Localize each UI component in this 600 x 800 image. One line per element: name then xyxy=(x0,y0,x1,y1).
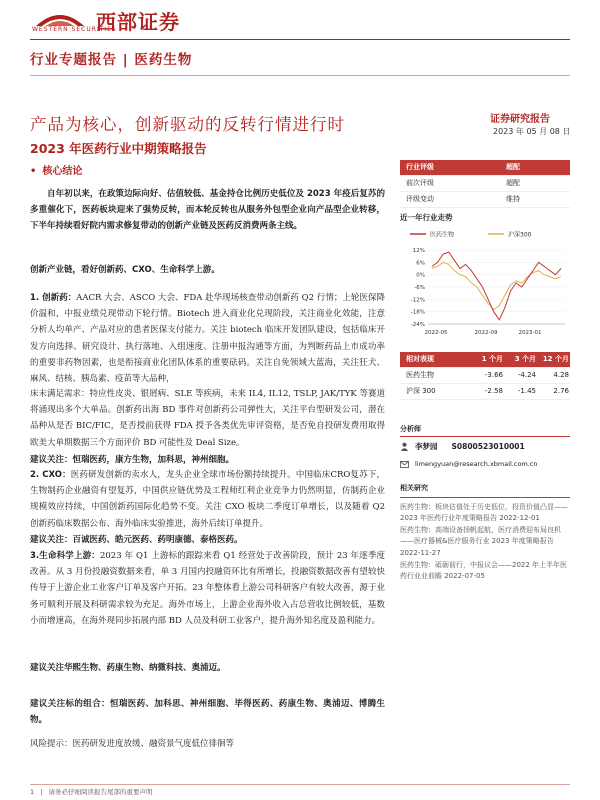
portfolio-text: 建议关注标的组合：恒瑞医药、加科思、神州细胞、毕得医药、药康生物、奥浦迈、博腾生物。 xyxy=(30,699,385,726)
table-row xyxy=(400,160,570,176)
page-header xyxy=(0,0,600,92)
report-date: 2023 年 05 月 08 日 xyxy=(493,127,571,136)
innovative-drug-focus: 建议关注：恒瑞医药，康方生物，加科思，神州细胞。 xyxy=(30,455,235,465)
analyst-name: 李梦园 xyxy=(415,442,438,451)
table-cell: 2.76 xyxy=(553,387,569,395)
body-paragraph-3b xyxy=(30,386,385,450)
table-row xyxy=(400,384,570,400)
innovative-drug-text: AACR 大会、ASCO 大会、FDA 赴华现场核查带动创新药 Q2 行情；上轮医保降价温和，中报业绩兑现带动下轮行情。Biotech 进入商业化兑现阶段，关注商业化效能，注意分析人均单产、产品对应的患者医保支付能力。关注 biotech 临床开发团队建设，包括临床开发方向选择、研究设计、执行落地、入组速度、注册申报沟通等方面，为判断药品上市成功率的重要非药物因素，也是衔接商业化团队体系的重要砝码。关注自免领域大蓝海，关注狂犬、麻风、结核、胰岛素、疫苗等大品种， xyxy=(30,293,385,385)
innovative-drug-heading: 1. 创新药： xyxy=(30,293,77,303)
related-heading: 相关研究 xyxy=(400,483,570,498)
innovative-drug-text-2: 床未满足需求：特应性皮炎、银屑病、SLE 等疾病，未来 IL4, IL12, TSLP, JAK/TYK 等赛道将涌现出多个大单品。创新药出海 BD 事件对创新药公司弹性大，关注平台型研发公司，潜在品种从是否 BIC/FIC，是否授前获得 FDA 授予各类优先审评资格，是否免自投研发费用取得欧美大单期数据三个方面评价 BD 可能性及 Deal Size。 xyxy=(30,389,385,448)
table-header-cell: 3 个月 xyxy=(514,355,536,363)
innovation-chain-text: 创新产业链，看好创新药、CXO、生命科学上游。 xyxy=(30,265,220,275)
page-subtitle: 2023 年医药行业中期策略报告 xyxy=(30,141,207,156)
related-research xyxy=(400,483,570,583)
legend-label: 沪深300 xyxy=(508,231,532,239)
body-paragraph-4-focus xyxy=(30,532,385,548)
y-tick-label: -24% xyxy=(410,322,425,328)
analyst-license: S0800523010001 xyxy=(451,442,525,451)
life-science-text: 2023 年 Q1 上游标的跟踪来看 Q1 经营处于改善阶段，预计 23 年逐季度改善。从 3 月份投融资数据来看，单 3 月国内投融资环比有所增长，投融资数据改善有望较快传导于上游企业工业客户订单及客户开拓。23 年整体看上游公司科研客户有较大改善，源于业务可顺利开展及科研需求较为充足。海外市场上，上游企业海外收入占总营收比例较低，基数小而增速高，在海外现同步拓展内部 BD 人员及科研工业客户，提升海外知名度及盈利能力。 xyxy=(30,551,385,626)
page-number: 1 xyxy=(30,788,35,796)
rating-value: 维持 xyxy=(506,195,520,203)
y-tick-label: 0% xyxy=(416,272,425,279)
cxo-text: 医药研发创新的卖水人，龙头企业全球市场份额持续提升。中国临床CRO复苏下，生物制药企业融资有望复苏，中国供应链优势及工程师红利企业竞争力仍然明显，仿制药企业规模效应持续，中国创新药国际化趋势不变。关注 CXO 板块二季度订单增长，以及随着 Q2 创新药临床数据公布、海外临床实验推进，海外后续订单提升。 xyxy=(30,470,385,529)
analyst-heading: 分析师 xyxy=(400,424,570,437)
legend-label: 医药生物 xyxy=(430,231,455,239)
table-cell: -1.45 xyxy=(517,387,536,395)
page-footer: 1 | 请务必仔细阅读报告尾部的重要声明 xyxy=(30,788,153,796)
report-label: 证券研究报告 xyxy=(490,114,550,125)
related-item[interactable]: 医药生物：高端设备扬帆起航，医疗消费迎布局良机——医疗器械&医疗服务行业 2023 年度策略报告 2022-11-27 xyxy=(400,525,561,557)
table-cell: 医药生物 xyxy=(406,371,434,379)
rating-value: 超配 xyxy=(506,179,520,187)
analyst-row xyxy=(400,441,570,452)
table-row xyxy=(400,368,570,384)
x-tick-label: 2022-05 xyxy=(424,330,448,336)
section-heading-label: 核心结论 xyxy=(42,166,83,177)
body-paragraph-2 xyxy=(30,262,385,278)
body-paragraph-1 xyxy=(30,186,385,235)
related-item[interactable]: 医药生物：板块估值处于历史低位，投资价值凸显——2023 年医药行业年度策略报告 2022-12-01 xyxy=(400,502,568,523)
x-tick-label: 2022-09 xyxy=(474,330,498,336)
table-cell: -3.66 xyxy=(484,371,503,379)
trend-chart xyxy=(400,226,570,344)
rating-label: 前次评级 xyxy=(406,179,434,187)
related-item[interactable]: 医药生物：砥砺前行，中报议会——2022 年上半年医药行业业前瞻 2022-07-05 xyxy=(400,560,568,581)
rating-value: 超配 xyxy=(506,163,520,171)
y-tick-label: 6% xyxy=(416,260,425,267)
section-heading xyxy=(30,162,82,177)
header-divider-2 xyxy=(30,75,570,76)
rating-label: 评级变动 xyxy=(406,195,434,203)
table-header-cell: 12 个月 xyxy=(542,355,569,363)
table-cell: 沪深 300 xyxy=(406,387,436,395)
cxo-focus: 建议关注：百诚医药、皓元医药、药明康德、泰格医药。 xyxy=(30,535,243,545)
analyst-card xyxy=(400,424,570,468)
person-icon xyxy=(400,442,409,451)
report-type: 行业专题报告 | 医药生物 xyxy=(30,52,193,68)
table-cell: -2.58 xyxy=(484,387,503,395)
chart-title: 近一年行业走势 xyxy=(400,213,453,222)
table-cell: -4.24 xyxy=(517,371,536,379)
table-cell: 4.28 xyxy=(553,371,569,379)
page-title: 产品为核心，创新驱动的反转行情进行时 xyxy=(30,115,345,134)
table-header-cell: 1 个月 xyxy=(481,355,503,363)
intro-text: 自年初以来，在政策边际向好、估值较低、基金持仓比例历史低位及 2023 年疫后复苏的多重催化下，医药板块迎来了强势反转，而本轮反转也从服务外包型企业向产品型企业转移，下半年持续看好院内需求修复带动的创新产业链及医药反消费两条主线。 xyxy=(30,189,385,232)
y-tick-label: 12% xyxy=(412,248,425,254)
series-line xyxy=(432,262,561,309)
bullet-icon: • xyxy=(30,166,37,177)
table-row xyxy=(400,192,570,208)
analyst-email-row xyxy=(400,460,570,468)
risk-warning xyxy=(30,736,385,752)
rating-label: 行业评级 xyxy=(406,163,434,171)
rating-table xyxy=(400,160,570,208)
table-header-cell: 相对表现 xyxy=(406,355,434,363)
y-tick-label: -12% xyxy=(410,297,425,304)
body-paragraph-4 xyxy=(30,467,385,531)
risk-text: 风险提示：医药研发进度放缓、融资景气度低位徘徊等 xyxy=(30,739,235,749)
footer-divider xyxy=(30,784,570,785)
email-icon xyxy=(400,461,409,468)
body-paragraph-6 xyxy=(30,696,385,728)
logo-english: WESTERN SECURITIES xyxy=(32,26,117,33)
x-tick-label: 2023-01 xyxy=(518,330,542,336)
y-tick-label: -6% xyxy=(414,285,425,291)
life-science-focus: 建议关注华熙生物、药康生物、纳微科技、奥浦迈。 xyxy=(30,663,226,673)
body-paragraph-5 xyxy=(30,548,385,660)
footer-note: 请务必仔细阅读报告尾部的重要声明 xyxy=(48,788,153,796)
life-science-heading: 3.生命科学上游： xyxy=(30,551,100,561)
performance-table xyxy=(400,352,570,400)
table-row xyxy=(400,352,570,368)
analyst-email[interactable]: limengyuan@research.xbmail.com.cn xyxy=(415,460,538,468)
body-paragraph-3-focus xyxy=(30,452,385,468)
logo-chinese: 西部证券 xyxy=(96,10,180,34)
cxo-heading: 2. CXO： xyxy=(30,470,71,480)
table-row xyxy=(400,176,570,192)
y-tick-label: -18% xyxy=(410,309,425,316)
header-divider xyxy=(30,39,570,40)
body-paragraph-5-focus xyxy=(30,660,385,676)
